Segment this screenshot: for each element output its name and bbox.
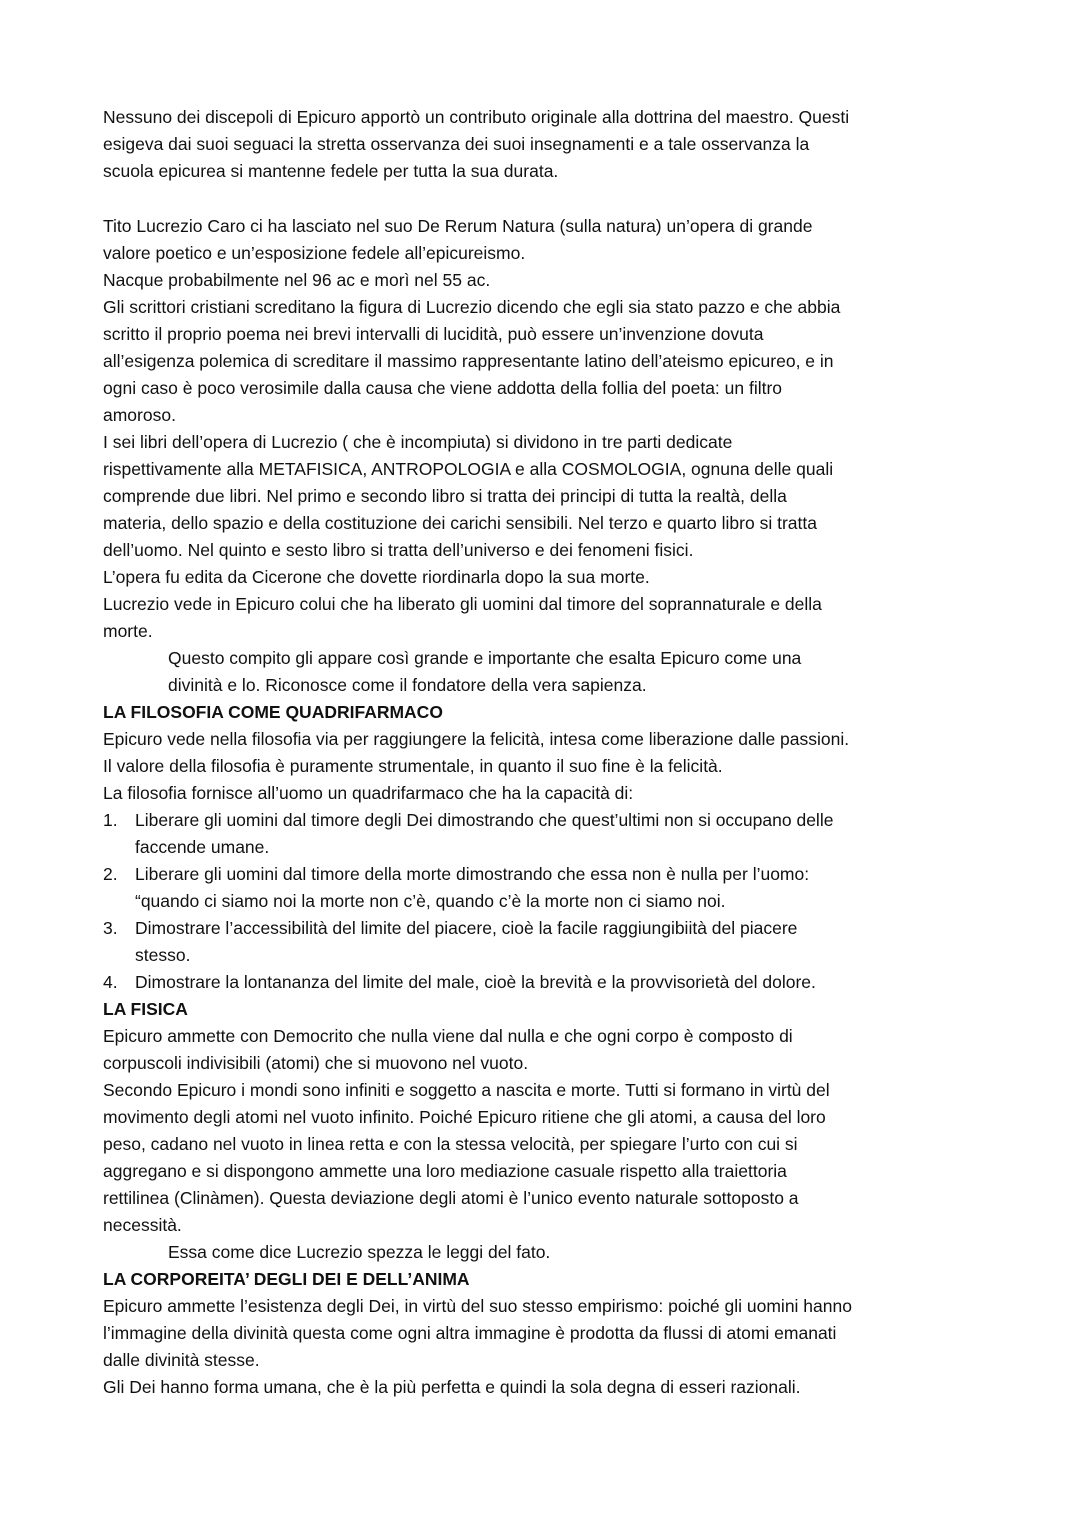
text-line: La filosofia fornisce all’uomo un quadrifarmaco che ha la capacità di: <box>103 783 634 803</box>
list-number: 3. <box>103 918 118 938</box>
text-line: all’esigenza polemica di screditare il massimo rappresentante latino dell’ateismo epicureo, e in <box>103 351 834 371</box>
text-line: Lucrezio vede in Epicuro colui che ha liberato gli uomini dal timore del soprannaturale e della <box>103 594 822 614</box>
document-page <box>103 104 1003 1401</box>
list-item-text: Dimostrare la lontananza del limite del male, cioè la brevità e la provvisorietà del dolore. <box>135 972 816 992</box>
text-line: Questo compito gli appare così grande e importante che esalta Epicuro come una <box>168 648 802 668</box>
text-line: esigeva dai suoi seguaci la stretta osservanza dei suoi insegnamenti e a tale osservanza la <box>103 134 810 154</box>
paragraph-break <box>103 185 1003 213</box>
text-line: scuola epicurea si mantenne fedele per tutta la sua durata. <box>103 161 559 181</box>
list-number: 4. <box>103 972 118 992</box>
text-line: ogni caso è poco verosimile dalla causa che viene addotta della follia del poeta: un filtro <box>103 378 783 398</box>
text-line: I sei libri dell’opera di Lucrezio ( che è incompiuta) si dividono in tre parti dedicate <box>103 432 733 452</box>
text-line: Gli scrittori cristiani screditano la figura di Lucrezio dicendo che egli sia stato pazzo e che abbia <box>103 297 841 317</box>
text-line: Epicuro ammette con Democrito che nulla viene dal nulla e che ogni corpo è composto di <box>103 1026 793 1046</box>
text-line: aggregano e si dispongono ammette una loro mediazione casuale rispetto alla traiettoria <box>103 1161 787 1181</box>
text-line: Essa come dice Lucrezio spezza le leggi del fato. <box>168 1242 551 1262</box>
text-line: l’immagine della divinità questa come ogni altra immagine è prodotta da flussi di atomi emanati <box>103 1323 837 1343</box>
text-line: Il valore della filosofia è puramente strumentale, in quanto il suo fine è la felicità. <box>103 756 723 776</box>
list-item-continuation: stesso. <box>135 945 191 965</box>
text-line: divinità e lo. Riconosce come il fondatore della vera sapienza. <box>168 675 647 695</box>
list-item <box>103 969 1003 996</box>
list-item-continuation: faccende umane. <box>135 837 270 857</box>
text-line: amoroso. <box>103 405 176 425</box>
text-line: dell’uomo. Nel quinto e sesto libro si tratta dell’universo e dei fenomeni fisici. <box>103 540 694 560</box>
list-item <box>103 807 1003 834</box>
list-number: 1. <box>103 810 118 830</box>
text-line: materia, dello spazio e della costituzione dei carichi sensibili. Nel terzo e quarto libro si tratta <box>103 513 817 533</box>
section-heading: LA CORPOREITA’ DEGLI DEI E DELL’ANIMA <box>103 1269 470 1289</box>
text-line: valore poetico e un’esposizione fedele all’epicureismo. <box>103 243 526 263</box>
text-line: rettilinea (Clinàmen). Questa deviazione degli atomi è l’unico evento naturale sottoposto a <box>103 1188 799 1208</box>
text-line: peso, cadano nel vuoto in linea retta e con la stessa velocità, per spiegare l’urto con cui si <box>103 1134 798 1154</box>
text-line: Nacque probabilmente nel 96 ac e morì nel 55 ac. <box>103 270 491 290</box>
text-line: movimento degli atomi nel vuoto infinito. Poiché Epicuro ritiene che gli atomi, a causa del loro <box>103 1107 826 1127</box>
text-line: Nessuno dei discepoli di Epicuro apportò un contributo originale alla dottrina del maestro. Questi <box>103 107 850 127</box>
list-item-text: Liberare gli uomini dal timore della morte dimostrando che essa non è nulla per l’uomo: <box>135 864 810 884</box>
list-item-text: Dimostrare l’accessibilità del limite del piacere, cioè la facile raggiungibiità del piacere <box>135 918 798 938</box>
text-line: Gli Dei hanno forma umana, che è la più perfetta e quindi la sola degna di esseri razionali. <box>103 1377 801 1397</box>
text-line: rispettivamente alla METAFISICA, ANTROPOLOGIA e alla COSMOLOGIA, ognuna delle quali <box>103 459 834 479</box>
text-line: Secondo Epicuro i mondi sono infiniti e soggetto a nascita e morte. Tutti si formano in virtù del <box>103 1080 830 1100</box>
list-number: 2. <box>103 864 118 884</box>
text-line: dalle divinità stesse. <box>103 1350 260 1370</box>
text-line: comprende due libri. Nel primo e secondo libro si tratta dei principi di tutta la realtà, della <box>103 486 787 506</box>
text-line: Epicuro vede nella filosofia via per raggiungere la felicità, intesa come liberazione dalle passioni. <box>103 729 850 749</box>
list-item-text: Liberare gli uomini dal timore degli Dei dimostrando che quest’ultimi non si occupano delle <box>135 810 834 830</box>
text-line: Tito Lucrezio Caro ci ha lasciato nel suo De Rerum Natura (sulla natura) un’opera di grande <box>103 216 813 236</box>
text-line: morte. <box>103 621 153 641</box>
text-line: Epicuro ammette l’esistenza degli Dei, in virtù del suo stesso empirismo: poiché gli uomini hanno <box>103 1296 852 1316</box>
text-line: necessità. <box>103 1215 182 1235</box>
list-item <box>103 861 1003 888</box>
text-line: L’opera fu edita da Cicerone che dovette riordinarla dopo la sua morte. <box>103 567 650 587</box>
section-heading: LA FISICA <box>103 999 188 1019</box>
section-heading: LA FILOSOFIA COME QUADRIFARMACO <box>103 702 443 722</box>
text-line: corpuscoli indivisibili (atomi) che si muovono nel vuoto. <box>103 1053 529 1073</box>
list-item-continuation: “quando ci siamo noi la morte non c’è, quando c’è la morte non ci siamo noi. <box>135 891 726 911</box>
list-item <box>103 915 1003 942</box>
text-line: scritto il proprio poema nei brevi intervalli di lucidità, può essere un’invenzione dovuta <box>103 324 764 344</box>
